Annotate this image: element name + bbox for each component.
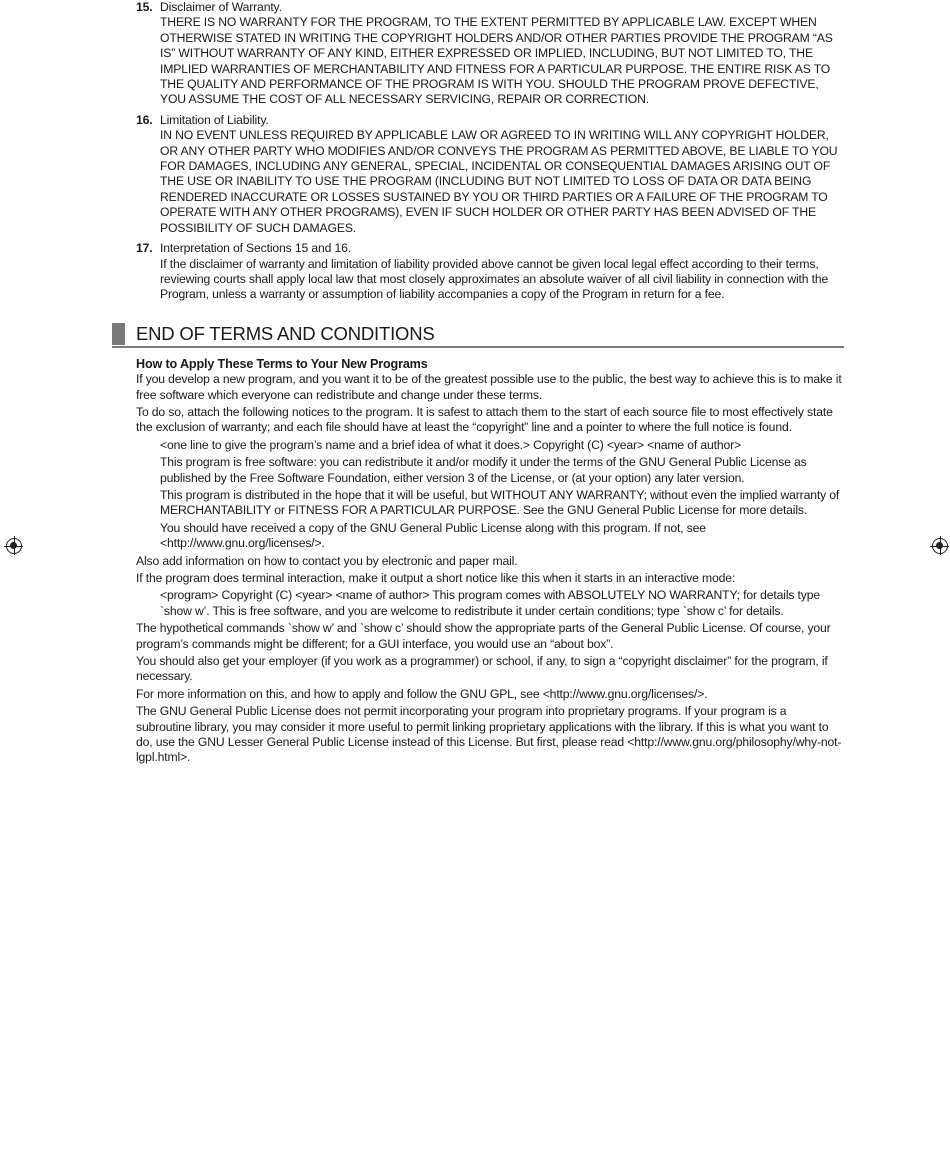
notice-text: <program> Copyright (C) <year> <name of author> This program comes with ABSOLUTELY NO WARRANTY; for details type `show w’. This is free software, and you are welcome to redistribute it under certain conditions; type `show c’ for details.: [160, 588, 820, 618]
notice-text: You should have received a copy of the GNU General Public License along with this program. If not, see <http://www.gnu.org/licenses/>.: [160, 520, 706, 551]
end-of-terms-heading: [112, 323, 844, 348]
section-body: If the disclaimer of warranty and limitation of liability provided above cannot be given local legal effect according to their terms, reviewing courts shall apply local law that most closely approximates an absolute waiver of all civil liability in connection with the Program, unless a warranty or assumption of liability accompanies a copy of the Program in return for a fee.: [160, 256, 829, 302]
notice-text: This program is distributed in the hope that it will be useful, but WITHOUT ANY WARRANTY; without even the implied warranty of MERCHANTABILITY or FITNESS FOR A PARTICULAR PURPOSE. See the GNU General Public License for more details.: [160, 487, 840, 518]
registration-mark-line: [14, 536, 15, 555]
paragraph: The GNU General Public License does not permit incorporating your program into proprietary programs. If your program is a subroutine library, you may consider it more useful to permit linking proprietary applications with the library. If this is what you want to do, use the GNU Lesser General Public License instead of this License. But first, please read <http://www.gnu.org/philosophy/why-not-lgpl.html>.: [136, 704, 842, 765]
end-heading-text: END OF TERMS AND CONDITIONS: [136, 322, 435, 344]
paragraph: For more information on this, and how to apply and follow the GNU GPL, see <http://www.gnu.org/licenses/>.: [136, 686, 708, 701]
notice-text: <one line to give the program’s name and a brief idea of what it does.> Copyright (C) <year> <name of author>: [160, 437, 741, 452]
section-16: [136, 113, 844, 236]
section-title: Disclaimer of Warranty.: [160, 0, 282, 14]
paragraph: You should also get your employer (if you work as a programmer) or school, if any, to sign a “copyright disclaimer” for the program, if necessary.: [136, 654, 828, 684]
registration-mark-line: [940, 536, 941, 555]
paragraph: If the program does terminal interaction, make it output a short notice like this when it starts in an interactive mode:: [136, 571, 736, 585]
paragraph: If you develop a new program, and you want it to be of the greatest possible use to the public, the best way to achieve this is to make it free software which everyone can redistribute and change under these terms.: [136, 372, 842, 402]
paragraph: The hypothetical commands `show w’ and `show c’ should show the appropriate parts of the General Public License. Of course, your program’s commands might be different; for a GUI interface, you would use an “about box”.: [136, 621, 831, 651]
paragraph: To do so, attach the following notices to the program. It is safest to attach them to the start of each source file to most effectively state the exclusion of warranty; and each file should have at least the “copyright” line and a pointer to where the full notice is found.: [136, 404, 833, 435]
section-title: Interpretation of Sections 15 and 16.: [160, 241, 351, 256]
section-body: THERE IS NO WARRANTY FOR THE PROGRAM, TO THE EXTENT PERMITTED BY APPLICABLE LAW. EXCEPT WHEN OTHERWISE STATED IN WRITING THE COPYRIGHT HOLDERS AND/OR OTHER PARTIES PROVIDE THE PROGRAM “AS IS” WITHOUT WARRANTY OF ANY KIND, EITHER EXPRESSED OR IMPLIED, INCLUDING, BUT NOT LIMITED TO, THE IMPLIED WARRANTIES OF MERCHANTABILITY AND FITNESS FOR A PARTICULAR PURPOSE. THE ENTIRE RISK AS TO THE QUALITY AND PERFORMANCE OF THE PROGRAM IS WITH YOU. SHOULD THE PROGRAM PROVE DEFECTIVE, YOU ASSUME THE COST OF ALL NECESSARY SERVICING, REPAIR OR CORRECTION.: [160, 15, 833, 107]
section-number: 17.: [136, 241, 153, 256]
section-17: [136, 241, 844, 303]
how-to-apply-heading: How to Apply These Terms to Your New Programs: [136, 356, 428, 371]
document-page: [136, 0, 844, 768]
notice-text: This program is free software: you can redistribute it and/or modify it under the terms of the GNU General Public License as published by the Free Software Foundation, either version 3 of the License, or (at your option) any later version.: [160, 455, 807, 485]
section-body: IN NO EVENT UNLESS REQUIRED BY APPLICABLE LAW OR AGREED TO IN WRITING WILL ANY COPYRIGHT HOLDER, OR ANY OTHER PARTY WHO MODIFIES AND/OR CONVEYS THE PROGRAM AS PERMITTED ABOVE, BE LIABLE TO YOU FOR DAMAGES, INCLUDING ANY GENERAL, SPECIAL, INCIDENTAL OR CONSEQUENTIAL DAMAGES ARISING OUT OF THE USE OR INABILITY TO USE THE PROGRAM (INCLUDING BUT NOT LIMITED TO LOSS OF DATA OR DATA BEING RENDERED INACCURATE OR LOSSES SUSTAINED BY YOU OR THIRD PARTIES OR A FAILURE OF THE PROGRAM TO OPERATE WITH ANY OTHER PROGRAMS), EVEN IF SUCH HOLDER OR OTHER PARTY HAS BEEN ADVISED OF THE POSSIBILITY OF SUCH DAMAGES.: [160, 128, 838, 235]
heading-bar: [112, 323, 125, 345]
section-title: Limitation of Liability.: [160, 112, 269, 127]
paragraph: Also add information on how to contact you by electronic and paper mail.: [136, 553, 518, 568]
section-number: 15.: [136, 0, 153, 14]
section-number: 16.: [136, 112, 153, 127]
section-15: [136, 0, 844, 108]
